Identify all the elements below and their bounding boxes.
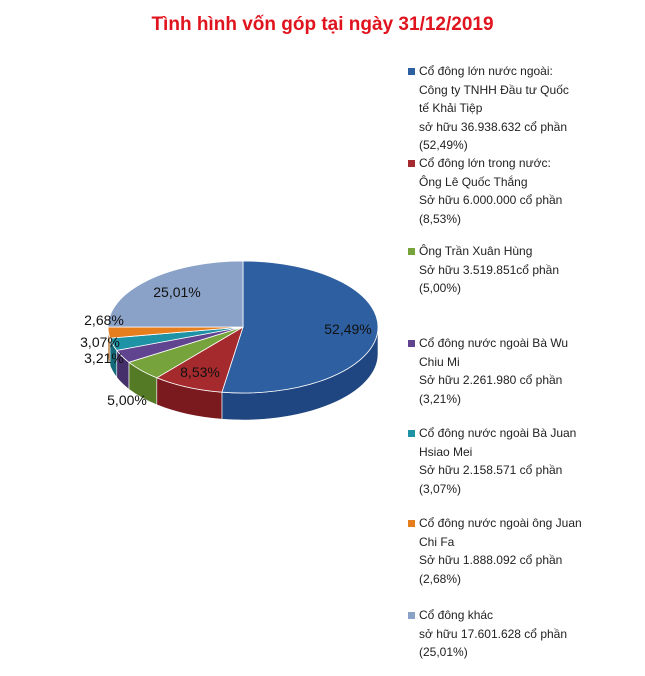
legend-line: (3,07%): [419, 481, 462, 496]
legend-line: Cổ đông nước ngoài ông Juan: [419, 516, 582, 530]
legend-line: Sở hữu 6.000.000 cổ phần: [419, 193, 563, 207]
slice-label-4: 3,21%: [84, 350, 124, 366]
legend-line: Chi Fa: [419, 534, 455, 549]
legend-swatch: [408, 612, 415, 619]
slice-label-6: 2,68%: [84, 312, 124, 328]
legend-line: Cổ đông nước ngoài Bà Juan: [419, 426, 577, 440]
slice-label-1: 52,49%: [324, 321, 372, 337]
legend-text: [419, 154, 633, 228]
legend-text: [419, 62, 633, 155]
legend-swatch: [408, 248, 415, 255]
legend-line: Sở hữu 1.888.092 cổ phần: [419, 553, 563, 567]
legend-line: Cổ đông lớn nước ngoài:: [419, 64, 553, 78]
legend-line: Cổ đông lớn trong nước:: [419, 156, 551, 170]
legend-line: (52,49%): [419, 138, 468, 152]
legend-line: (3,21%): [419, 391, 462, 406]
legend-item: [408, 242, 633, 298]
slice-label-7: 25,01%: [153, 284, 201, 300]
legend-text: [419, 334, 633, 408]
legend-line: Ông Lê Quốc Thắng: [419, 174, 528, 189]
legend-line: sở hữu 36.938.632 cổ phần: [419, 119, 568, 134]
legend-text: [419, 514, 633, 588]
legend-line: (5,00%): [419, 281, 462, 295]
legend-line: Chiu Mi: [419, 354, 460, 369]
legend-item: [408, 334, 633, 408]
legend-line: Cổ đông khác: [419, 608, 494, 622]
legend-swatch: [408, 160, 415, 167]
legend-line: tế Khải Tiệp: [419, 101, 483, 115]
legend-swatch: [408, 430, 415, 437]
legend-line: Hsiao Mei: [419, 444, 473, 459]
legend-swatch: [408, 520, 415, 527]
legend-line: Sở hữu 2.261.980 cổ phần: [419, 373, 563, 387]
legend-text: [419, 606, 633, 662]
legend-swatch: [408, 340, 415, 347]
legend-swatch: [408, 68, 415, 75]
legend-item: [408, 424, 633, 498]
legend-line: (8,53%): [419, 211, 462, 226]
legend-item: [408, 62, 633, 155]
legend-text: [419, 242, 633, 298]
legend-item: [408, 606, 633, 662]
legend-line: Sở hữu 3.519.851cổ phần: [419, 262, 560, 277]
legend-text: [419, 424, 633, 498]
legend-line: Sở hữu 2.158.571 cổ phần: [419, 463, 563, 477]
legend-item: [408, 154, 633, 228]
legend-line: Cổ đông nước ngoài Bà Wu: [419, 336, 569, 350]
legend-line: sở hữu 17.601.628 cổ phần: [419, 626, 568, 641]
chart-title: Tình hình vốn góp tại ngày 31/12/2019: [151, 14, 494, 35]
slice-label-5: 3,07%: [80, 334, 120, 350]
legend-line: (2,68%): [419, 571, 462, 586]
legend-item: [408, 514, 633, 588]
slice-label-3: 5,00%: [107, 392, 147, 408]
legend-line: Công ty TNHH Đầu tư Quốc: [419, 82, 569, 97]
legend-line: (25,01%): [419, 645, 468, 659]
legend-line: Ông Trần Xuân Hùng: [419, 244, 533, 258]
slice-label-2: 8,53%: [180, 364, 220, 380]
